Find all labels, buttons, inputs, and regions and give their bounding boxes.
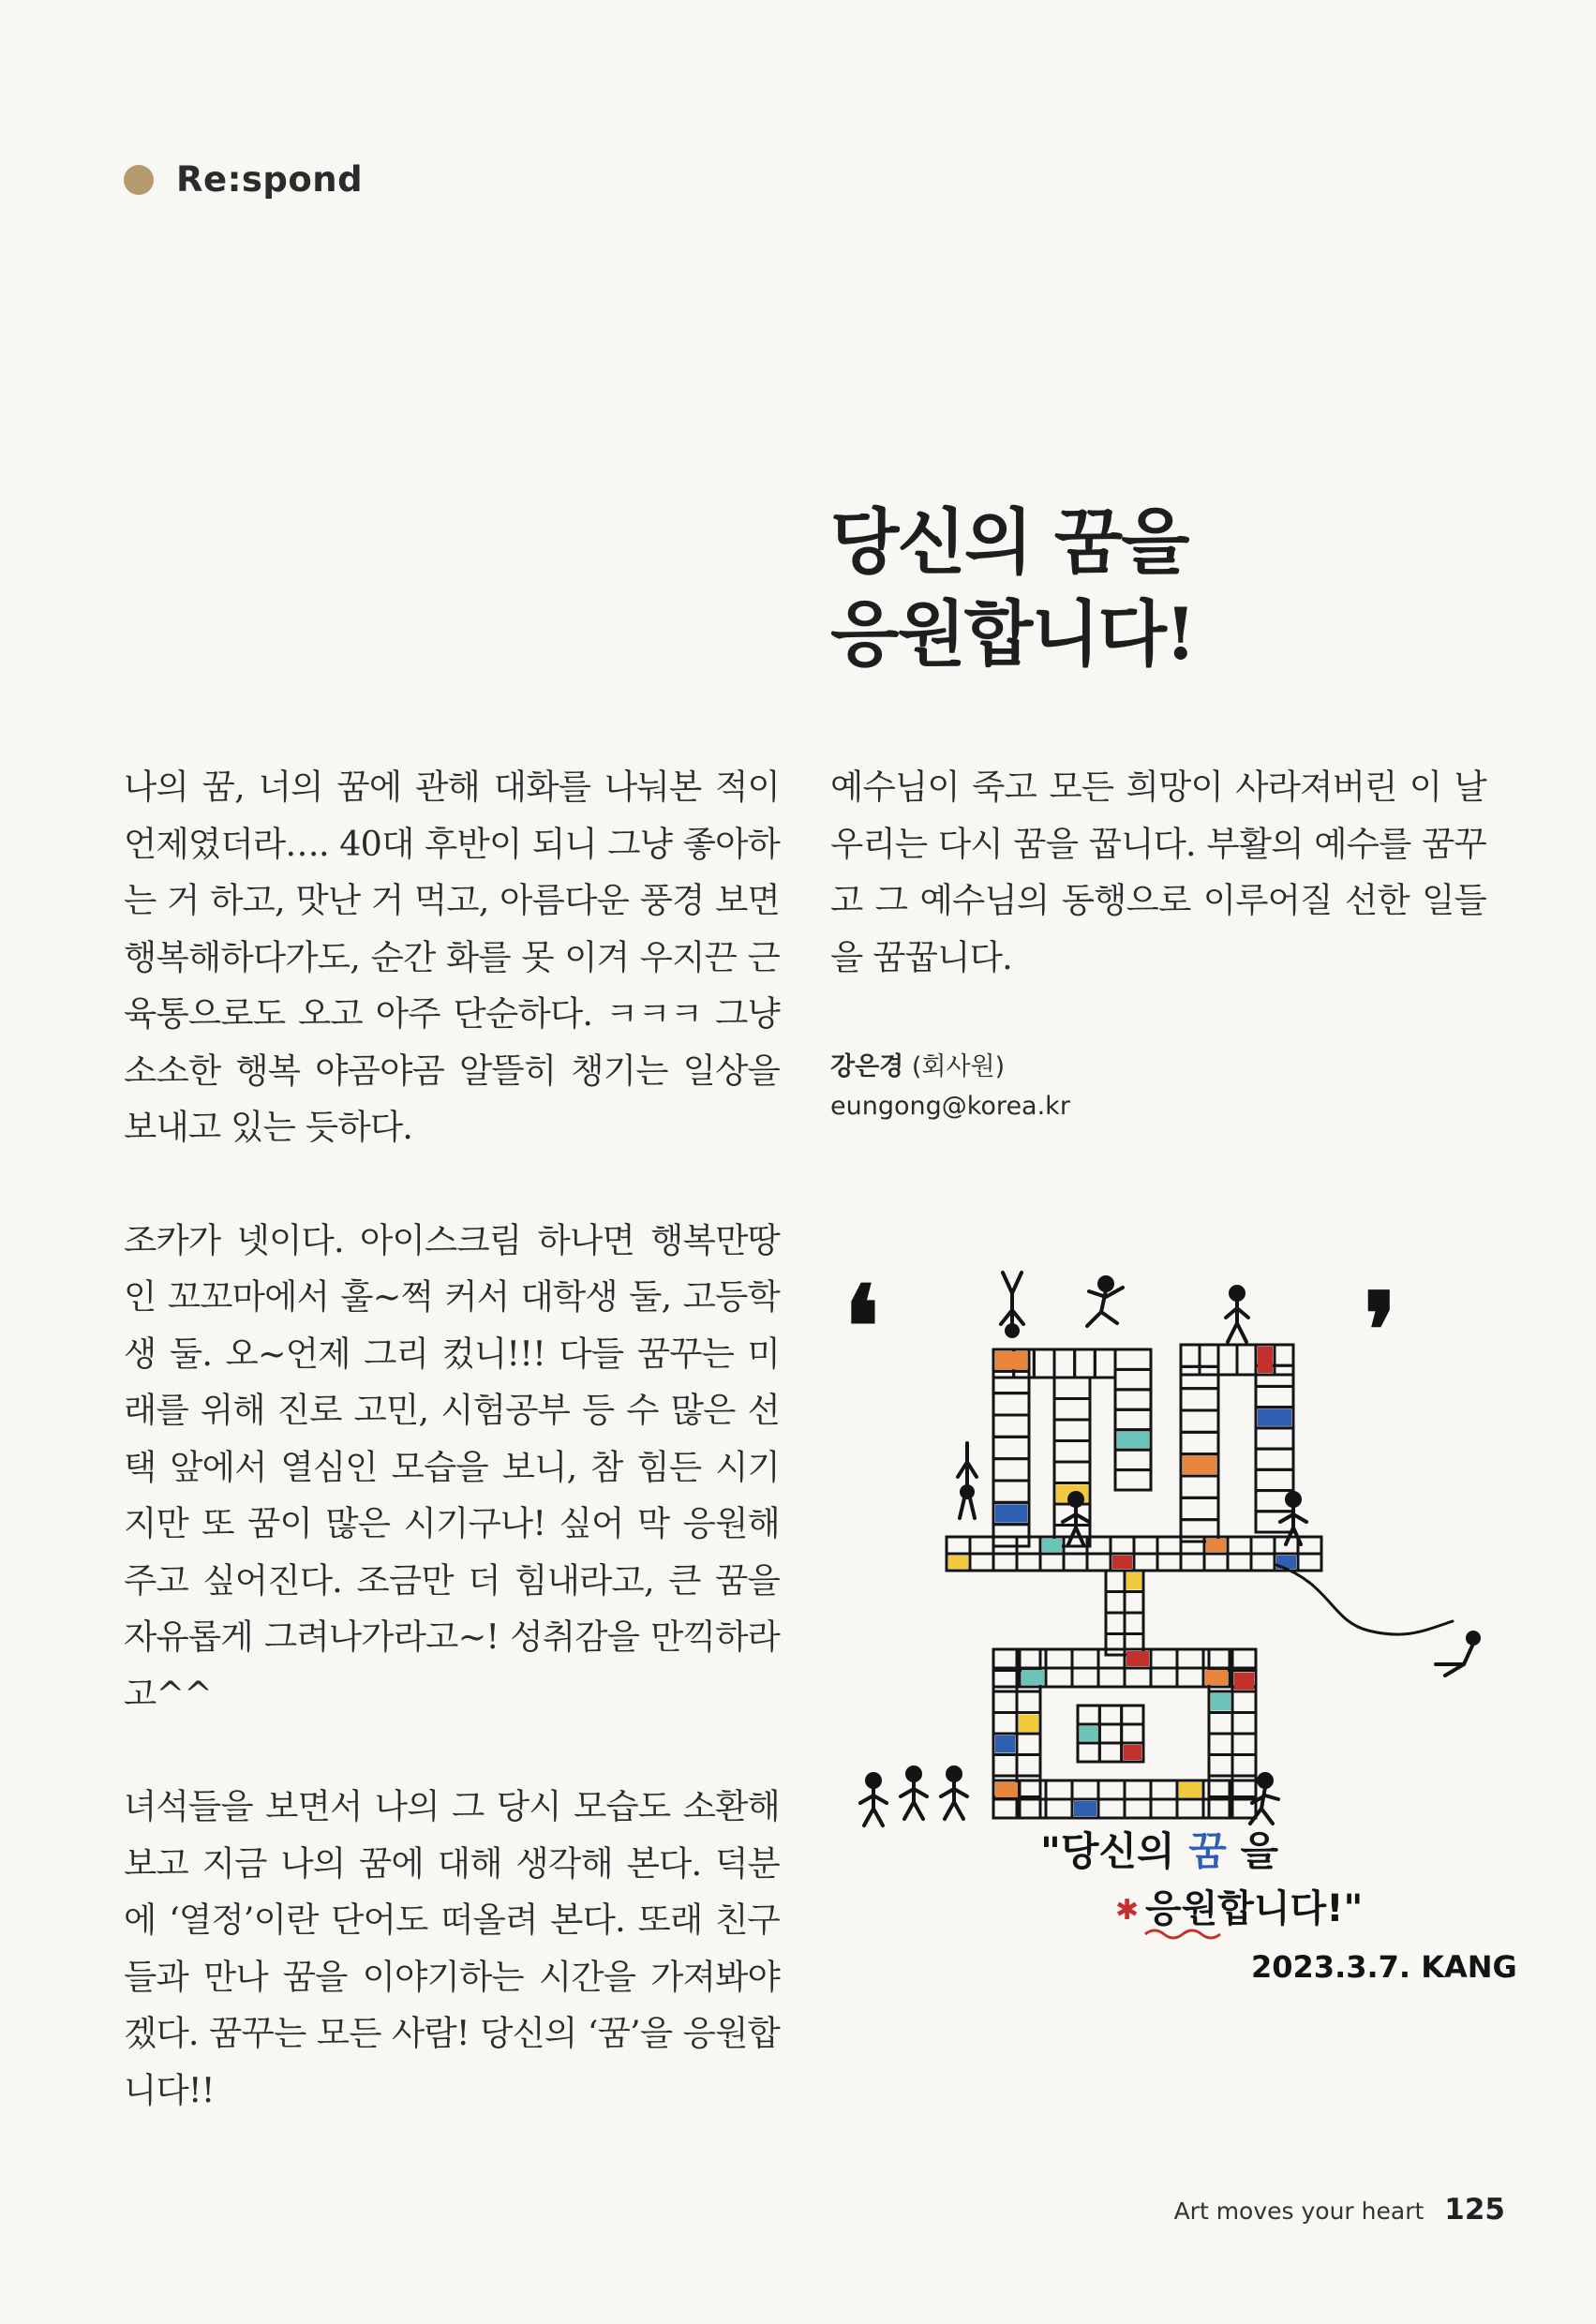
- grid-cell: [970, 1537, 993, 1554]
- grid-cell: [1209, 1755, 1232, 1777]
- caption-part-1: "당신의: [1040, 1828, 1175, 1874]
- grid-cell: [993, 1437, 1029, 1458]
- colored-cell: [1080, 1726, 1097, 1741]
- grid-cell: [1157, 1554, 1181, 1571]
- grid-cell: [1256, 1469, 1293, 1490]
- colored-cell: [1126, 1572, 1141, 1590]
- colored-cell: [1126, 1651, 1149, 1666]
- grid-cell: [947, 1537, 970, 1554]
- grid-cell: [1177, 1668, 1203, 1687]
- grid-cell: [1040, 1554, 1064, 1571]
- grid-cell: [1251, 1537, 1275, 1554]
- grid-cell: [970, 1554, 993, 1571]
- colored-cell: [995, 1504, 1027, 1522]
- stick-figure-8: [860, 1774, 887, 1825]
- grid-cell: [1232, 1755, 1256, 1777]
- grid-cell: [1232, 1776, 1256, 1797]
- grid-cell: [1111, 1537, 1134, 1554]
- grid-cell: [1046, 1799, 1072, 1818]
- grid-cell: [993, 1415, 1029, 1437]
- title-line-2: 응원합니다!: [830, 592, 1195, 676]
- grid-cell: [1054, 1420, 1090, 1441]
- section-dot-icon: [124, 165, 154, 195]
- grid-cell: [1256, 1428, 1293, 1449]
- grid-cell: [1078, 1743, 1099, 1762]
- stick-figure-2: [1087, 1277, 1123, 1326]
- article-title: [830, 497, 1194, 680]
- colored-cell: [1179, 1782, 1201, 1797]
- caption-star-icon: ✱: [1115, 1894, 1140, 1927]
- stick-figure-9: [901, 1767, 927, 1819]
- page-footer: [1174, 2193, 1505, 2227]
- colored-cell: [995, 1351, 1027, 1369]
- illustration-signature: 2023.3.7. KANG: [1251, 1949, 1517, 1985]
- grid-cell: [1017, 1691, 1040, 1713]
- grid-cell: [1232, 1713, 1256, 1735]
- grid-cell: [1151, 1668, 1177, 1687]
- grid-cell: [1098, 1668, 1125, 1687]
- grid-cell: [1209, 1734, 1232, 1755]
- grid-cell: [993, 1554, 1017, 1571]
- grid-cell: [1106, 1571, 1125, 1592]
- grid-cell: [1099, 1724, 1121, 1743]
- grid-cell: [1200, 1345, 1218, 1375]
- grid-cell: [1125, 1613, 1143, 1634]
- grid-cell: [1181, 1410, 1218, 1432]
- grid-cell: [993, 1713, 1017, 1735]
- grid-cell: [1181, 1497, 1218, 1519]
- quote-close-icon: ❜: [1364, 1270, 1397, 1391]
- grid-cell: [1151, 1649, 1177, 1668]
- grid-cell: [1134, 1554, 1157, 1571]
- grid-cell: [1115, 1409, 1151, 1429]
- stick-figure-7: [1436, 1632, 1479, 1676]
- grid-cell: [1054, 1462, 1090, 1483]
- grid-cell: [1134, 1537, 1157, 1554]
- grid-cell: [1256, 1512, 1293, 1532]
- grid-cell: [1054, 1378, 1090, 1399]
- colored-cell: [1124, 1745, 1141, 1760]
- grid-cell: [1095, 1349, 1115, 1378]
- grid-cell: [1275, 1345, 1293, 1375]
- rope-line: [1276, 1565, 1453, 1634]
- author-email: eungong@korea.kr: [830, 1092, 1070, 1121]
- grid-cell: [1072, 1668, 1098, 1687]
- colored-cell: [1022, 1670, 1044, 1685]
- colored-cell: [1183, 1456, 1216, 1474]
- grid-cell: [1181, 1554, 1204, 1571]
- grid-cell: [1181, 1432, 1218, 1453]
- grid-cell: [993, 1691, 1017, 1713]
- section-label: Re:spond: [176, 159, 364, 200]
- colored-cell: [1042, 1539, 1062, 1552]
- colored-cell: [1205, 1670, 1228, 1685]
- grid-cell: [993, 1371, 1029, 1393]
- body-paragraph-1: 나의 꿈, 너의 꿈에 관해 대화를 나눠본 적이 언제였더라…. 40대 후반이 되니 그냥 좋아하는 거 하고, 맛난 거 먹고, 아름다운 풍경 보면 행복해하다가도, 순간 화를 못 이겨 우지끈 근육통으로도 오고 아주 단순하다. ㅋㅋㅋ 그냥 소소한 행복 야곰야곰 알뜰히 챙기는 일상을 보내고 있는 듯하다.: [124, 767, 780, 1147]
- section-tag: [124, 159, 363, 200]
- grid-cell: [1046, 1668, 1072, 1687]
- grid-cell: [1115, 1369, 1151, 1389]
- grid-cell: [1228, 1537, 1251, 1554]
- author-block: [830, 1048, 1070, 1126]
- body-paragraph-3: 녀석들을 보면서 나의 그 당시 모습도 소환해보고 지금 나의 꿈에 대해 생각해 본다. 덕분에 ‘열정’이란 단어도 떠올려 본다. 또래 친구들과 만나 꿈을 이야기하는 시간을 가져봐야겠다. 꿈꾸는 모든 사람! 당신의 ‘꿈’을 응원합니다!!: [124, 1786, 780, 2110]
- grid-cell: [1177, 1649, 1203, 1668]
- grid-cell: [1115, 1390, 1151, 1409]
- stick-figure-4: [958, 1443, 977, 1518]
- grid-cell: [1064, 1554, 1087, 1571]
- grid-cell: [1054, 1399, 1090, 1421]
- grid-cell: [1251, 1554, 1275, 1571]
- caption-part-2: 을: [1240, 1828, 1279, 1874]
- grid-cell: [1106, 1592, 1125, 1614]
- caption-blue-glyph: 꿈: [1188, 1828, 1227, 1874]
- right-column: [830, 759, 1486, 986]
- colored-cell: [948, 1556, 968, 1569]
- grid-cell: [1181, 1389, 1218, 1410]
- footer-tagline: Art moves your heart: [1173, 2197, 1424, 2225]
- grid-cell: [1054, 1441, 1090, 1463]
- grid-cell: [1122, 1724, 1143, 1743]
- grid-cell: [1017, 1755, 1040, 1777]
- grid-cell: [1115, 1349, 1151, 1369]
- grid-cell: [1115, 1470, 1151, 1490]
- grid-cell: [1075, 1349, 1096, 1378]
- grid-cell: [1017, 1554, 1040, 1571]
- grid-cell: [993, 1525, 1029, 1546]
- grid-cell: [1256, 1386, 1293, 1407]
- colored-cell: [995, 1736, 1015, 1753]
- grid-cell: [1087, 1554, 1111, 1571]
- grid-cell: [1181, 1476, 1218, 1497]
- colored-cell: [1117, 1432, 1149, 1448]
- grid-cell: [1099, 1743, 1121, 1762]
- grid-cell: [1125, 1799, 1151, 1818]
- left-column: [124, 759, 780, 2119]
- illustration-caption-line-1: [1040, 1828, 1278, 1874]
- grid-cell: [1256, 1449, 1293, 1469]
- stick-figure-10: [941, 1767, 967, 1819]
- grid-cell: [993, 1459, 1029, 1481]
- grid-cell: [1209, 1713, 1232, 1735]
- grid-cell: [993, 1481, 1029, 1502]
- grid-cell: [1298, 1554, 1321, 1571]
- grid-cell: [1125, 1668, 1151, 1687]
- grid-cell: [1046, 1649, 1072, 1668]
- grid-cell: [1203, 1799, 1230, 1818]
- grid-cell: [1181, 1345, 1200, 1375]
- body-paragraph-2: 조카가 넷이다. 아이스크림 하나면 행복만땅인 꼬꼬마에서 훌~쩍 커서 대학생 둘, 고등학생 둘. 오~언제 그리 컸니!!! 다들 꿈꾸는 미래를 위해 진로 고민, 시험공부 등 수 많은 선택 앞에서 열심인 모습을 보니, 참 힘든 시기지만 또 꿈이 많은 시기구나! 싶어 막 응원해주고 싶어진다. 조금만 더 힘내라고, 큰 꿈을 자유롭게 그려나가라고~! 성취감을 만끽하라고^^: [124, 1219, 780, 1714]
- colored-cell: [1258, 1409, 1291, 1426]
- grid-cell: [1125, 1592, 1143, 1614]
- grid-cell: [1098, 1799, 1125, 1818]
- grid-cell: [1020, 1649, 1046, 1668]
- grid-cell: [1072, 1649, 1098, 1668]
- grid-cell: [1177, 1799, 1203, 1818]
- grid-cell: [1046, 1780, 1072, 1799]
- grid-cell: [1232, 1691, 1256, 1713]
- author-role: (회사원): [911, 1052, 1006, 1081]
- grid-cell: [1098, 1780, 1125, 1799]
- grid-cell: [993, 1393, 1029, 1415]
- grid-cell: [1181, 1537, 1204, 1554]
- grid-cell: [1203, 1649, 1230, 1668]
- grid-cell: [1151, 1780, 1177, 1799]
- grid-cell: [1017, 1734, 1040, 1755]
- grid-cell: [1078, 1706, 1099, 1724]
- grid-cell: [1237, 1345, 1256, 1375]
- stick-figure-1: [1001, 1273, 1023, 1336]
- grid-cell: [1115, 1450, 1151, 1469]
- colored-cell: [1211, 1693, 1231, 1711]
- page-number: 125: [1444, 2193, 1505, 2227]
- grid-cell: [1218, 1345, 1237, 1375]
- caption-underline: [1145, 1930, 1220, 1938]
- grid-cell: [993, 1671, 1017, 1692]
- grid-cell: [1034, 1349, 1054, 1378]
- grid-cell: [1099, 1706, 1121, 1724]
- colored-cell: [1234, 1673, 1254, 1691]
- grid-cell: [1106, 1613, 1125, 1634]
- illustration-caption-line-2: 응원합니다!": [1145, 1887, 1364, 1930]
- colored-cell: [995, 1782, 1018, 1797]
- grid-cell: [1122, 1706, 1143, 1724]
- grid-cell: [1098, 1649, 1125, 1668]
- body-paragraph-4: 예수님이 죽고 모든 희망이 사라져버린 이 날 우리는 다시 꿈을 꿉니다. 부활의 예수를 꿈꾸고 그 예수님의 동행으로 이루어질 선한 일들을 꿈꿉니다.: [830, 767, 1486, 977]
- colored-cell: [1112, 1556, 1132, 1569]
- title-line-1: 당신의 꿈을: [830, 500, 1188, 584]
- grid-cell: [1151, 1799, 1177, 1818]
- grid-cell: [1232, 1734, 1256, 1755]
- grid-cell: [1125, 1780, 1151, 1799]
- grid-cell: [993, 1755, 1017, 1777]
- colored-cell: [1074, 1801, 1096, 1816]
- grid-cell: [1204, 1554, 1228, 1571]
- quote-open-icon: ❛: [843, 1261, 880, 1393]
- stick-figure-3: [1226, 1287, 1248, 1342]
- author-name: 강은경: [830, 1052, 904, 1081]
- colored-cell: [1019, 1715, 1038, 1733]
- grid-cell: [1228, 1554, 1251, 1571]
- colored-cell: [1206, 1539, 1226, 1552]
- colored-cell: [1258, 1347, 1273, 1373]
- grid-cell: [1157, 1537, 1181, 1554]
- dream-illustration: [843, 1256, 1517, 2005]
- grid-cell: [1054, 1349, 1075, 1378]
- grid-cell: [1020, 1799, 1046, 1818]
- grid-cell: [1106, 1634, 1125, 1656]
- grid-cell: [1072, 1780, 1098, 1799]
